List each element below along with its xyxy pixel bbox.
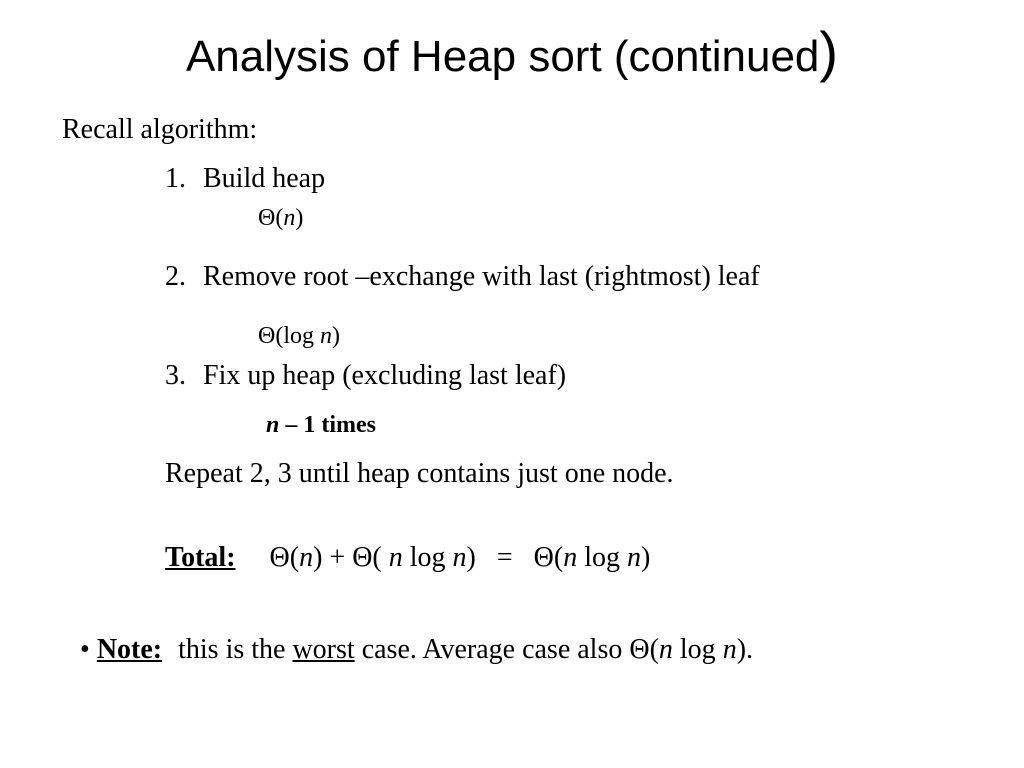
step-3-complexity-suffix: – 1 times [279, 412, 377, 438]
step-2 [165, 260, 925, 294]
step-1-text: Build heap [203, 163, 326, 194]
total-part-2: ) + Θ( [313, 542, 389, 573]
note-part-1: this is the [178, 634, 293, 665]
total-var-2: n [388, 542, 403, 573]
slide-title [0, 22, 1024, 87]
note-part-4: ). [736, 634, 754, 665]
step-3 [165, 359, 925, 393]
slide-title-text: Analysis of Heap sort (continued [185, 32, 820, 81]
total-part-4: ) = Θ( [466, 542, 564, 573]
step-3-number: 3. [165, 360, 186, 391]
note-worst: worst [292, 634, 355, 665]
step-1-complexity [258, 203, 303, 233]
total-var-4: n [563, 542, 578, 573]
repeat-text: Repeat 2, 3 until heap contains just one node. [165, 458, 674, 489]
recall-label: Recall algorithm: [62, 114, 258, 145]
total-part-6: ) [641, 542, 651, 573]
note-bullet: • [80, 634, 90, 665]
step-2-complexity-suffix: ) [332, 323, 340, 349]
total-var-3: n [452, 542, 467, 573]
step-2-complexity [258, 321, 340, 351]
step-1 [165, 162, 925, 196]
step-3-text: Fix up heap (excluding last leaf) [203, 360, 567, 391]
step-2-complexity-var: n [320, 323, 332, 349]
step-1-complexity-suffix: ) [295, 205, 304, 231]
note-part-2: case. Average case also Θ( [354, 634, 659, 665]
note-label: Note: [96, 634, 163, 665]
total-line [165, 541, 650, 575]
total-part-5: log [577, 542, 627, 573]
step-1-complexity-prefix: Θ( [258, 205, 284, 231]
step-2-number: 2. [165, 261, 186, 292]
total-part-1: Θ( [269, 542, 300, 573]
note-line [80, 633, 753, 667]
total-part-3: log [402, 542, 453, 573]
step-2-text: Remove root –exchange with last (rightmost) leaf [203, 261, 760, 292]
total-var-1: n [299, 542, 314, 573]
slide-title-close-paren: ) [819, 20, 839, 83]
step-2-complexity-prefix: Θ(log [258, 323, 320, 349]
step-1-number: 1. [165, 163, 186, 194]
total-label: Total: [165, 542, 236, 573]
note-part-3: log [672, 634, 723, 665]
step-1-complexity-var: n [283, 205, 296, 231]
note-var-2: n [722, 634, 737, 665]
step-3-complexity-var: n [266, 412, 280, 438]
note-var-1: n [658, 634, 673, 665]
step-3-complexity [266, 410, 376, 440]
total-var-5: n [627, 542, 641, 573]
